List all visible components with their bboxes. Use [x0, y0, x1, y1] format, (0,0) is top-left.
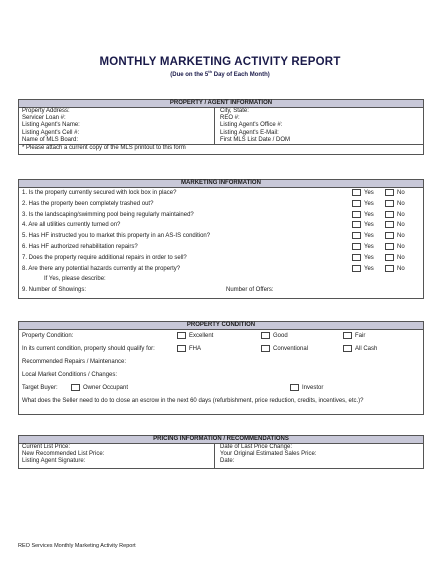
no-label: No — [397, 265, 405, 272]
fair-label: Fair — [355, 333, 366, 339]
pricing-section — [18, 435, 424, 469]
pricing-row — [22, 451, 423, 458]
marketing-heading: MARKETING INFORMATION — [19, 180, 423, 188]
pricing-heading: PRICING INFORMATION / RECOMMENDATIONS — [19, 436, 423, 444]
yes-option[interactable] — [352, 231, 374, 242]
field-original-estimate[interactable]: Your Original Estimated Sales Price: — [220, 451, 317, 458]
field-current-price[interactable]: Current List Price: — [22, 444, 71, 450]
field-agent-signature[interactable]: Listing Agent Signature: — [22, 458, 86, 465]
yes-checkbox[interactable] — [352, 254, 361, 261]
field-new-price[interactable]: New Recommended List Price: — [22, 451, 105, 458]
marketing-question-row — [19, 253, 423, 264]
owner-occupant-label: Owner Occupant — [83, 385, 129, 391]
mls-note: * Please attach a current copy of the MLS printout to this form — [19, 144, 423, 152]
no-checkbox[interactable] — [385, 211, 394, 218]
no-label: No — [397, 222, 405, 229]
fha-checkbox[interactable] — [177, 345, 186, 352]
field-last-price-change[interactable]: Date of Last Price Change: — [220, 444, 293, 450]
marketing-question-row — [19, 264, 423, 275]
fair-checkbox[interactable] — [343, 332, 352, 339]
no-option[interactable] — [385, 199, 405, 210]
condition-label: Property Condition: — [22, 333, 74, 339]
no-option[interactable] — [385, 210, 405, 221]
if-yes-describe: If Yes, please describe: — [44, 276, 106, 283]
yes-option[interactable] — [352, 220, 374, 231]
no-label: No — [397, 190, 405, 196]
agent-info-rows — [19, 108, 423, 144]
yes-checkbox[interactable] — [352, 200, 361, 207]
no-checkbox[interactable] — [385, 254, 394, 261]
no-option[interactable] — [385, 220, 405, 231]
owner-occupant-checkbox[interactable] — [71, 384, 80, 391]
no-label: No — [397, 200, 405, 207]
no-label: No — [397, 233, 405, 240]
yes-option[interactable] — [352, 199, 374, 210]
yes-option[interactable] — [352, 210, 374, 221]
question-text: 2. Has the property been completely trashed out? — [22, 200, 154, 207]
yes-checkbox[interactable] — [352, 189, 361, 196]
no-option[interactable] — [385, 253, 405, 264]
field-agent-name[interactable]: Listing Agent's Name: — [22, 122, 80, 129]
marketing-question-row — [19, 188, 423, 199]
yes-label: Yes — [364, 211, 374, 218]
marketing-rows — [19, 188, 423, 274]
qualify-label: In its current condition, property should qualify for: — [22, 346, 155, 352]
field-mls-list-date[interactable]: First MLS List Date / DOM — [220, 136, 291, 143]
question-text: 6. Has HF authorized rehabilitation repairs? — [22, 243, 138, 250]
no-label: No — [397, 243, 405, 250]
field-agent-cell[interactable]: Listing Agent's Cell #: — [22, 129, 80, 136]
showings-row — [19, 285, 423, 296]
option-investor[interactable] — [290, 382, 323, 395]
question-text: 3. Is the landscaping/swimming pool being regularly maintained? — [22, 211, 194, 218]
all-cash-label: All Cash — [355, 346, 378, 352]
yes-label: Yes — [364, 243, 374, 250]
option-excellent[interactable] — [177, 330, 213, 343]
yes-label: Yes — [364, 254, 374, 261]
pricing-row — [22, 458, 423, 465]
offers-label[interactable]: Number of Offers: — [226, 287, 274, 294]
excellent-checkbox[interactable] — [177, 332, 186, 339]
question-text: 8. Are there any potential hazards currently at the property? — [22, 265, 181, 272]
investor-checkbox[interactable] — [290, 384, 299, 391]
agent-row — [22, 130, 423, 137]
seller-needs-field[interactable]: What does the Seller need to do to close an escrow in the next 60 days (refurbishment, price reduction, credits, incentives, etc.)? — [22, 398, 364, 404]
no-checkbox[interactable] — [385, 221, 394, 228]
yes-checkbox[interactable] — [352, 221, 361, 228]
no-option[interactable] — [385, 242, 405, 253]
option-fha[interactable] — [177, 343, 201, 356]
no-option[interactable] — [385, 264, 405, 275]
target-buyer-row — [19, 382, 423, 395]
field-city-state[interactable]: City, State: — [220, 108, 249, 114]
yes-label: Yes — [364, 233, 374, 240]
fha-label: FHA — [189, 346, 201, 352]
agent-info-heading: PROPERTY / AGENT INFORMATION — [19, 100, 423, 108]
investor-label: Investor — [302, 385, 324, 391]
marketing-question-row — [19, 242, 423, 253]
target-buyer-label: Target Buyer: — [22, 385, 58, 391]
subtitle-pre: (Due on the 5 — [170, 72, 209, 78]
yes-label: Yes — [364, 190, 374, 196]
field-mls-board[interactable]: Name of MLS Board: — [22, 136, 79, 143]
marketing-question-row — [19, 231, 423, 242]
page-subtitle — [0, 69, 440, 78]
marketing-question-row — [19, 220, 423, 231]
marketing-question-row — [19, 210, 423, 221]
good-label: Good — [273, 333, 288, 339]
yes-label: Yes — [364, 265, 374, 272]
field-servicer-loan[interactable]: Servicer Loan #: — [22, 115, 66, 122]
yes-option[interactable] — [352, 253, 374, 264]
question-text: 1. Is the property currently secured with lock box in place? — [22, 190, 177, 196]
showings-label[interactable]: 9. Number of Showings: — [22, 287, 87, 294]
yes-checkbox[interactable] — [352, 265, 361, 272]
option-all-cash[interactable] — [343, 343, 377, 356]
yes-option[interactable] — [352, 242, 374, 253]
no-label: No — [397, 254, 405, 261]
yes-checkbox[interactable] — [352, 243, 361, 250]
repairs-field[interactable]: Recommended Repairs / Maintenance: — [22, 359, 127, 365]
option-owner-occupant[interactable] — [71, 382, 128, 395]
no-checkbox[interactable] — [385, 200, 394, 207]
field-agent-email[interactable]: Listing Agent's E-Mail: — [220, 129, 279, 136]
agent-row — [22, 115, 423, 122]
option-fair[interactable] — [343, 330, 365, 343]
page-footer: REO Services Monthly Marketing Activity Report — [18, 543, 136, 549]
all-cash-checkbox[interactable] — [343, 345, 352, 352]
condition-heading: PROPERTY CONDITION — [19, 322, 423, 330]
agent-info-section — [18, 99, 424, 155]
qualify-row — [19, 343, 423, 356]
no-option[interactable] — [385, 188, 405, 199]
agent-row — [22, 122, 423, 129]
option-good[interactable] — [261, 330, 288, 343]
agent-row — [22, 108, 423, 115]
subtitle-sup: th — [208, 69, 213, 74]
option-conventional[interactable] — [261, 343, 308, 356]
pricing-rows — [19, 444, 423, 466]
field-property-address[interactable]: Property Address: — [22, 108, 70, 114]
page-title: MONTHLY MARKETING ACTIVITY REPORT — [99, 56, 341, 68]
question-text: 7. Does the property require additional repairs in order to sell? — [22, 254, 187, 261]
no-checkbox[interactable] — [385, 243, 394, 250]
marketing-question-row — [19, 199, 423, 210]
yes-checkbox[interactable] — [352, 232, 361, 239]
condition-row — [19, 330, 423, 343]
no-label: No — [397, 211, 405, 218]
no-checkbox[interactable] — [385, 265, 394, 272]
condition-section — [18, 321, 424, 415]
yes-option[interactable] — [352, 264, 374, 275]
question-text: 5. Has HF instructed you to market this property in an AS-IS condition? — [22, 233, 211, 240]
question-text: 4. Are all utilities currently turned on? — [22, 222, 121, 229]
yes-checkbox[interactable] — [352, 211, 361, 218]
agent-row — [22, 137, 423, 144]
field-agent-office[interactable]: Listing Agent's Office #: — [220, 122, 283, 129]
yes-option[interactable] — [352, 188, 374, 199]
yes-label: Yes — [364, 200, 374, 207]
pricing-row — [22, 444, 423, 451]
excellent-label: Excellent — [189, 333, 214, 339]
field-date[interactable]: Date: — [220, 458, 235, 465]
market-conditions-field[interactable]: Local Market Conditions / Changes: — [22, 372, 118, 378]
conventional-checkbox[interactable] — [261, 345, 270, 352]
yes-label: Yes — [364, 222, 374, 229]
conventional-label: Conventional — [273, 346, 309, 352]
no-checkbox[interactable] — [385, 232, 394, 239]
no-checkbox[interactable] — [385, 189, 394, 196]
good-checkbox[interactable] — [261, 332, 270, 339]
marketing-section — [18, 179, 424, 299]
no-option[interactable] — [385, 231, 405, 242]
subtitle-post: Day of Each Month) — [212, 72, 270, 78]
field-reo-number[interactable]: REO #: — [220, 115, 240, 122]
